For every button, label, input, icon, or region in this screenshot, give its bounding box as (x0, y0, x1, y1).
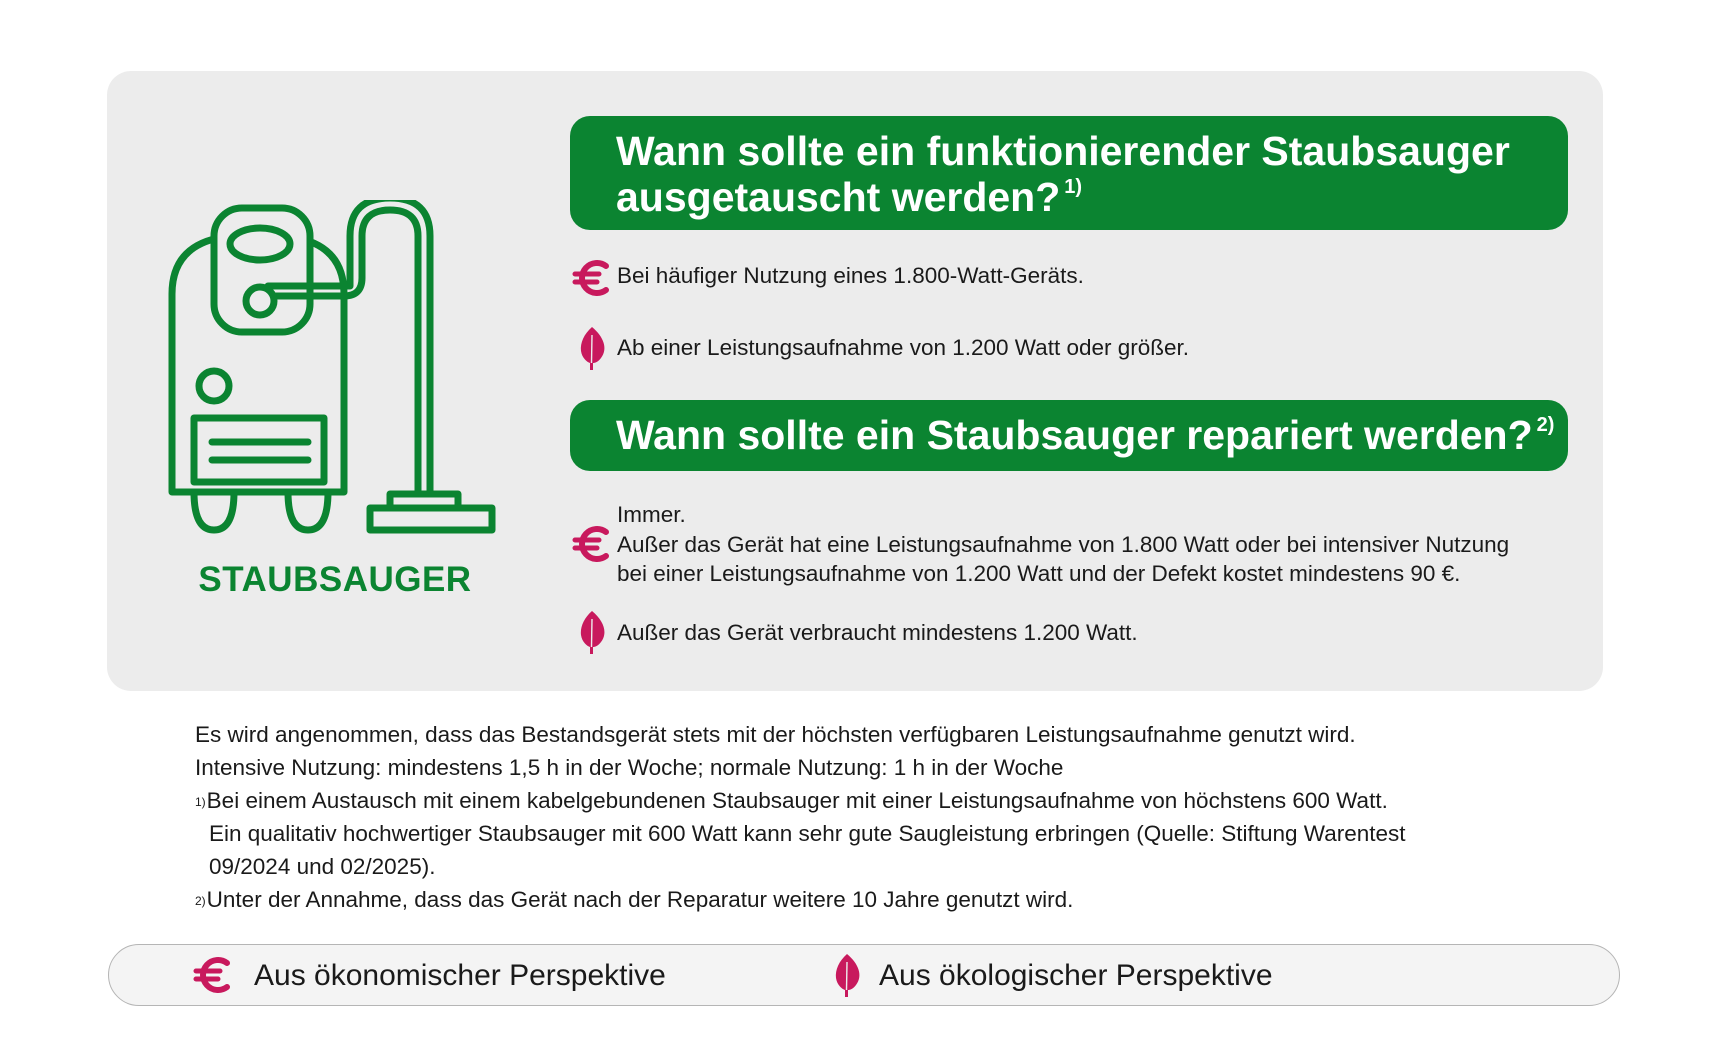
legend (108, 944, 1620, 1006)
repair-question-banner (570, 400, 1568, 471)
footnote-1-line3: 09/2024 und 02/2025). (209, 854, 436, 879)
vacuum-cleaner-icon (168, 200, 498, 540)
replace-question-banner (570, 116, 1568, 230)
footnote-mark-2: 2) (1536, 414, 1555, 436)
device-label: STAUBSAUGER (198, 560, 472, 599)
replace-economic-text: Bei häufiger Nutzung eines 1.800-Watt-Geräts. (617, 263, 1084, 288)
euro-icon (193, 952, 233, 998)
legend-economic-label: Aus ökonomischer Perspektive (254, 959, 666, 992)
footnote-1-mark: 1) (195, 795, 206, 809)
euro-icon (572, 521, 612, 567)
footnote-1-line2: Ein qualitativ hochwertiger Staubsauger mit 600 Watt kann sehr gute Saugleistung erbringen (Quelle: Stiftung Warentest (209, 821, 1406, 846)
repair-economic-line3: bei einer Leistungsaufnahme von 1.200 Watt und der Defekt kostet mindestens 90 €. (617, 561, 1461, 586)
repair-economic-line2: Außer das Gerät hat eine Leistungsaufnahme von 1.800 Watt oder bei intensiver Nutzung (617, 532, 1510, 557)
footnote-2-mark: 2) (195, 894, 206, 908)
repair-question-title: Wann sollte ein Staubsauger repariert werden? (616, 412, 1533, 458)
note-usage: Intensive Nutzung: mindestens 1,5 h in der Woche; normale Nutzung: 1 h in der Woche (195, 755, 1064, 780)
euro-icon (572, 255, 612, 301)
footnote-mark-1: 1) (1064, 176, 1083, 198)
leaf-icon (827, 952, 867, 998)
legend-ecological-label: Aus ökologischer Perspektive (879, 959, 1273, 992)
leaf-icon (572, 325, 612, 371)
footnote-1-line1: Bei einem Austausch mit einem kabelgebundenen Staubsauger mit einer Leistungsaufnahme von höchstens 600 Watt. (206, 788, 1388, 813)
note-assumption: Es wird angenommen, dass das Bestandsgerät stets mit der höchsten verfügbaren Leistungsaufnahme genutzt wird. (195, 722, 1356, 747)
replace-ecological-text: Ab einer Leistungsaufnahme von 1.200 Watt oder größer. (617, 335, 1190, 360)
leaf-icon (572, 609, 612, 655)
repair-economic-line1: Immer. (617, 502, 686, 527)
repair-ecological-text: Außer das Gerät verbraucht mindestens 1.200 Watt. (617, 620, 1138, 645)
footnotes (195, 718, 1406, 916)
replace-question-line2: ausgetauscht werden? (616, 174, 1061, 220)
replace-question-line1: Wann sollte ein funktionierender Staubsauger (616, 128, 1510, 174)
footnote-2-line1: Unter der Annahme, dass das Gerät nach der Reparatur weitere 10 Jahre genutzt wird. (206, 887, 1074, 912)
